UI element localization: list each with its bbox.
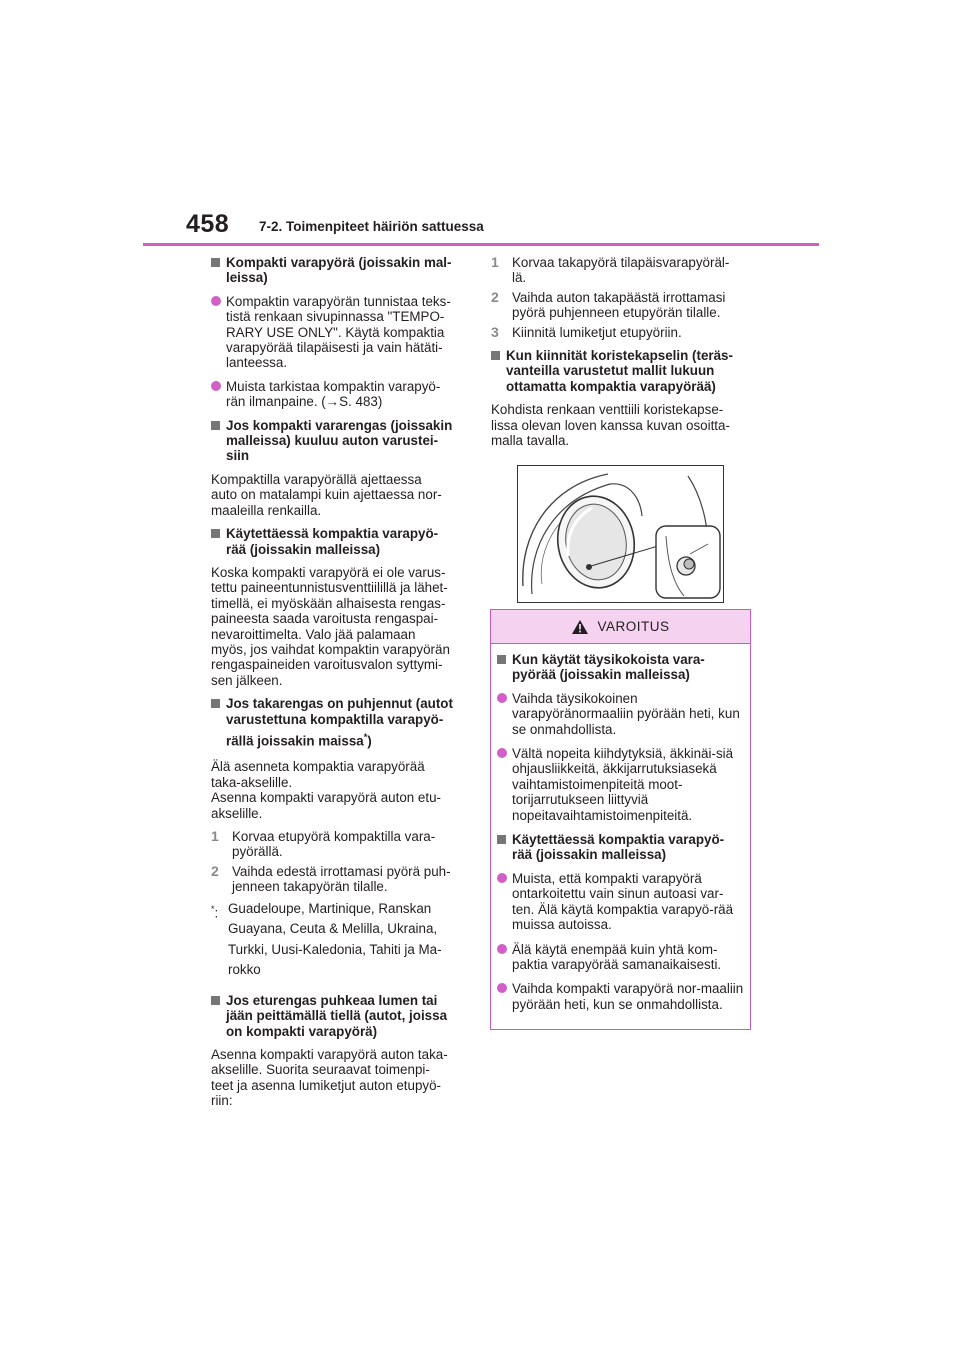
text-line: rengaspaineiden varoitusvalon syttymi-: [211, 657, 443, 673]
text-line: siä ohjausliikkeitä, äkkijarrutuksia: [512, 746, 734, 777]
text-line: sekä vaihtamistoimenpiteitä moot-: [512, 761, 717, 792]
text-line: akselille.: [211, 805, 263, 821]
text-line: vaihtamistoimenpiteitä.: [555, 807, 693, 823]
wheel-cap-drawing: [518, 466, 723, 602]
text-line: rää (joissakin malleissa): [512, 847, 667, 863]
text-line: malleissa) kuuluu auton varustei-: [226, 433, 439, 449]
text-line: Kohdista renkaan venttiili koristekapse-: [491, 402, 724, 418]
text-line: Muista, että kompakti varapyörä on: [512, 870, 702, 902]
text-line: Guayana, Ceuta & Melilla, Ukraina,: [228, 921, 438, 937]
paragraph-install-rear: [211, 1047, 467, 1109]
warning-body: [491, 644, 750, 1012]
warning-triangle-icon: [571, 619, 589, 635]
text-line: Vältä nopeita kiihdytyksiä, äkkinäi-: [512, 746, 716, 762]
text-line: Vaihda edestä irrottamasi pyörä puh-: [232, 863, 451, 879]
step-number: 2: [491, 288, 499, 305]
text-line: Korvaa etupyörä kompaktilla vara-: [232, 829, 436, 845]
text-line: torijarrutukseen liittyviä nopeita: [512, 792, 649, 823]
text-line: auto on matalampi kuin ajettaessa nor-: [211, 487, 442, 503]
circle-bullet-icon: [497, 944, 507, 954]
text-line: Vaihda auton takapäästä irrottamasi: [512, 289, 726, 305]
text-line: rän ilmanpaine. (→S. 483): [226, 394, 383, 410]
heading-compact-spare: [211, 255, 467, 286]
wheel-cap-illustration: [517, 465, 724, 603]
text-line: varapyörää tilapäisesti ja vain hätäti-: [226, 340, 443, 356]
text-line: pyörä puhjenneen etupyörän tilalle.: [512, 305, 721, 321]
text-line: normaaliin pyörään heti, kun se on: [512, 706, 740, 737]
text-line: Jos kompakti vararengas (joissakin: [226, 417, 453, 433]
text-line: myös, jos vaihdat kompaktin varapyörän: [211, 641, 450, 657]
text-line: maaleilla renkailla.: [211, 502, 322, 518]
paragraph-align-valve: [491, 402, 753, 448]
text-line: siin: [226, 448, 250, 464]
text-line: tistä renkaan sivupinnassa "TEMPO-: [226, 309, 445, 325]
text-line: tarkoitettu vain sinun autoasi var-: [526, 886, 724, 902]
text-line: taka-akselille.: [211, 774, 293, 790]
text-line: riin:: [211, 1093, 233, 1109]
text-line: Vaihda kompakti varapyörä nor-: [512, 981, 701, 997]
text-line: Turkki, Uusi-Kaledonia, Tahiti ja Ma-: [228, 941, 442, 957]
step-2-left: [211, 864, 467, 895]
circle-bullet-icon: [497, 693, 507, 703]
step-number: 1: [211, 828, 219, 845]
circle-bullet-icon: [211, 296, 221, 306]
text-line: jenneen takapyörän tilalle.: [232, 879, 388, 895]
square-bullet-icon: [211, 529, 220, 538]
text-line: leissa): [226, 270, 268, 286]
text-line: akselille. Suorita seuraavat toimenpi-: [211, 1062, 430, 1078]
square-bullet-icon: [491, 351, 500, 360]
step-2-right: [491, 290, 753, 321]
text-line: Vaihda täysikokoinen varapyörä: [512, 690, 638, 722]
text-line: teet ja asenna lumiketjut auton etupyö-: [211, 1077, 442, 1093]
text-line: sen jälkeen.: [211, 672, 283, 688]
circle-bullet-icon: [497, 983, 507, 993]
text-line: Kompakti varapyörä (joissakin mal-: [226, 255, 452, 270]
text-line: rää muissa autoissa.: [512, 901, 734, 933]
paragraph-no-pressure-sensor: [211, 565, 467, 688]
circle-bullet-icon: [497, 748, 507, 758]
warning-title: VAROITUS: [597, 619, 670, 634]
text-line: mahdollista.: [544, 721, 617, 737]
warning-heading-full-size: [497, 652, 744, 683]
bullet-check-pressure: [211, 379, 467, 410]
step-1-left: [211, 829, 467, 860]
text-line: tettu paineentunnistusventtiilillä ja lähet-: [211, 580, 448, 596]
text-line: on kompakti varapyörä): [226, 1023, 378, 1039]
circle-bullet-icon: [497, 873, 507, 883]
text-line: paktia varapyörää samanaikaisesti.: [512, 956, 722, 972]
warning-bullet-one-only: [497, 942, 744, 973]
circle-bullet-icon: [211, 381, 221, 391]
paragraph-lower-height: [211, 472, 467, 518]
text-line: Asenna kompakti varapyörä auton etu-: [211, 790, 442, 806]
text-line: Guadeloupe, Martinique, Ranskan: [228, 900, 432, 916]
text-line: rokko: [228, 962, 261, 978]
text-line: ten. Älä käytä kompaktia varapyö-: [512, 901, 714, 917]
heading-if-compact-included: [211, 418, 467, 464]
text-line: Älä käytä enempää kuin yhtä kom-: [512, 941, 718, 957]
warning-bullet-replace-full: [497, 691, 744, 737]
text-line: timellä, ei myöskään alhaisesta rengas-: [211, 595, 446, 611]
heading-using-compact: [211, 526, 467, 557]
text-line: paineesta saada varoitusta rengaspai-: [211, 611, 439, 627]
warning-header: [491, 610, 750, 644]
text-line: Kompaktin varapyörän tunnistaa teks-: [226, 293, 451, 309]
step-1-right: [491, 255, 753, 286]
heading-rear-tire-flat: Jos takarengas on puhjennut (autot varustettuna kompaktilla varapyö- rällä joissakin maissa*): [211, 696, 467, 751]
text-line: nevaroittimelta. Valo jää palamaan: [211, 626, 416, 642]
step-number: 1: [491, 254, 499, 270]
text-line: lä.: [512, 270, 527, 286]
warning-heading-compact: [497, 832, 744, 863]
text-line: jään peittämällä tiellä (autot, joissa: [226, 1008, 448, 1024]
header-rule: [143, 243, 819, 246]
step-3-right: [491, 325, 753, 340]
warning-box: [490, 609, 751, 1030]
page-number: 458: [186, 210, 230, 238]
step-number: 2: [211, 862, 219, 879]
right-column: [491, 255, 753, 456]
footnote-countries: *: Guadeloupe, Martinique, Ranskan Guayana, Ceuta & Melilla, Ukraina, Turkki, Uusi-Kaledonia, Tahiti ja Ma- rokko: [211, 899, 467, 981]
text-line: Käytettäessä kompaktia varapyö-: [226, 526, 439, 542]
heading-front-tire-snow: [211, 993, 467, 1039]
text-line: Kun kiinnität koristekapselin (teräs-: [506, 348, 733, 364]
text-line: Korvaa takapyörä tilapäisvarapyöräl-: [512, 255, 730, 270]
text-line: ottamatta kompaktia varapyörää): [506, 378, 716, 394]
text-line: rää (joissakin malleissa): [226, 541, 381, 557]
warning-bullet-own-car: [497, 871, 744, 933]
text-line: Kun käytät täysikokoista vara-: [512, 652, 705, 667]
text-line: Kompaktilla varapyörällä ajettaessa: [211, 471, 422, 487]
heading-wheel-cap: [491, 348, 753, 394]
text-line: lissa olevan loven kanssa kuvan osoitta-: [491, 417, 730, 433]
square-bullet-icon: [211, 996, 220, 1005]
text-line: maaliin pyörään heti, kun se on: [512, 981, 744, 1012]
square-bullet-icon: [497, 655, 506, 664]
text-line: Jos eturengas puhkeaa lumen tai: [226, 992, 438, 1008]
left-column: [211, 255, 467, 1117]
text-line: lanteessa.: [226, 355, 288, 371]
text-line: Muista tarkistaa kompaktin varapyö-: [226, 378, 441, 394]
bullet-identify-spare: [211, 294, 467, 371]
text-line: Kiinnitä lumiketjut etupyöriin.: [512, 324, 682, 340]
square-bullet-icon: [211, 258, 220, 267]
text-line: vanteilla varustetut mallit lukuun: [506, 363, 715, 379]
text-line: pyörällä.: [232, 844, 283, 860]
text-line: Käytettäessä kompaktia varapyö-: [512, 832, 725, 848]
text-line: malla tavalla.: [491, 433, 570, 449]
section-title: 7-2. Toimenpiteet häiriön sattuessa: [259, 219, 484, 234]
square-bullet-icon: [497, 835, 506, 844]
square-bullet-icon: [211, 699, 220, 708]
warning-bullet-replace-compact: [497, 981, 744, 1012]
text-line: Koska kompakti varapyörä ei ole varus-: [211, 564, 446, 580]
step-number: 3: [491, 323, 499, 340]
paragraph-front-axle: [211, 759, 467, 821]
square-bullet-icon: [211, 421, 220, 430]
text-line: mahdollista.: [651, 996, 723, 1012]
warning-bullet-avoid-sudden: [497, 746, 744, 823]
text-line: pyörää (joissakin malleissa): [512, 667, 690, 683]
text-line: Asenna kompakti varapyörä auton taka-: [211, 1046, 448, 1062]
footnote-marker: *: [363, 731, 368, 742]
text-line: Älä asenneta kompaktia varapyörää: [211, 759, 425, 775]
text-line: RARY USE ONLY". Käytä kompaktia: [226, 324, 445, 340]
